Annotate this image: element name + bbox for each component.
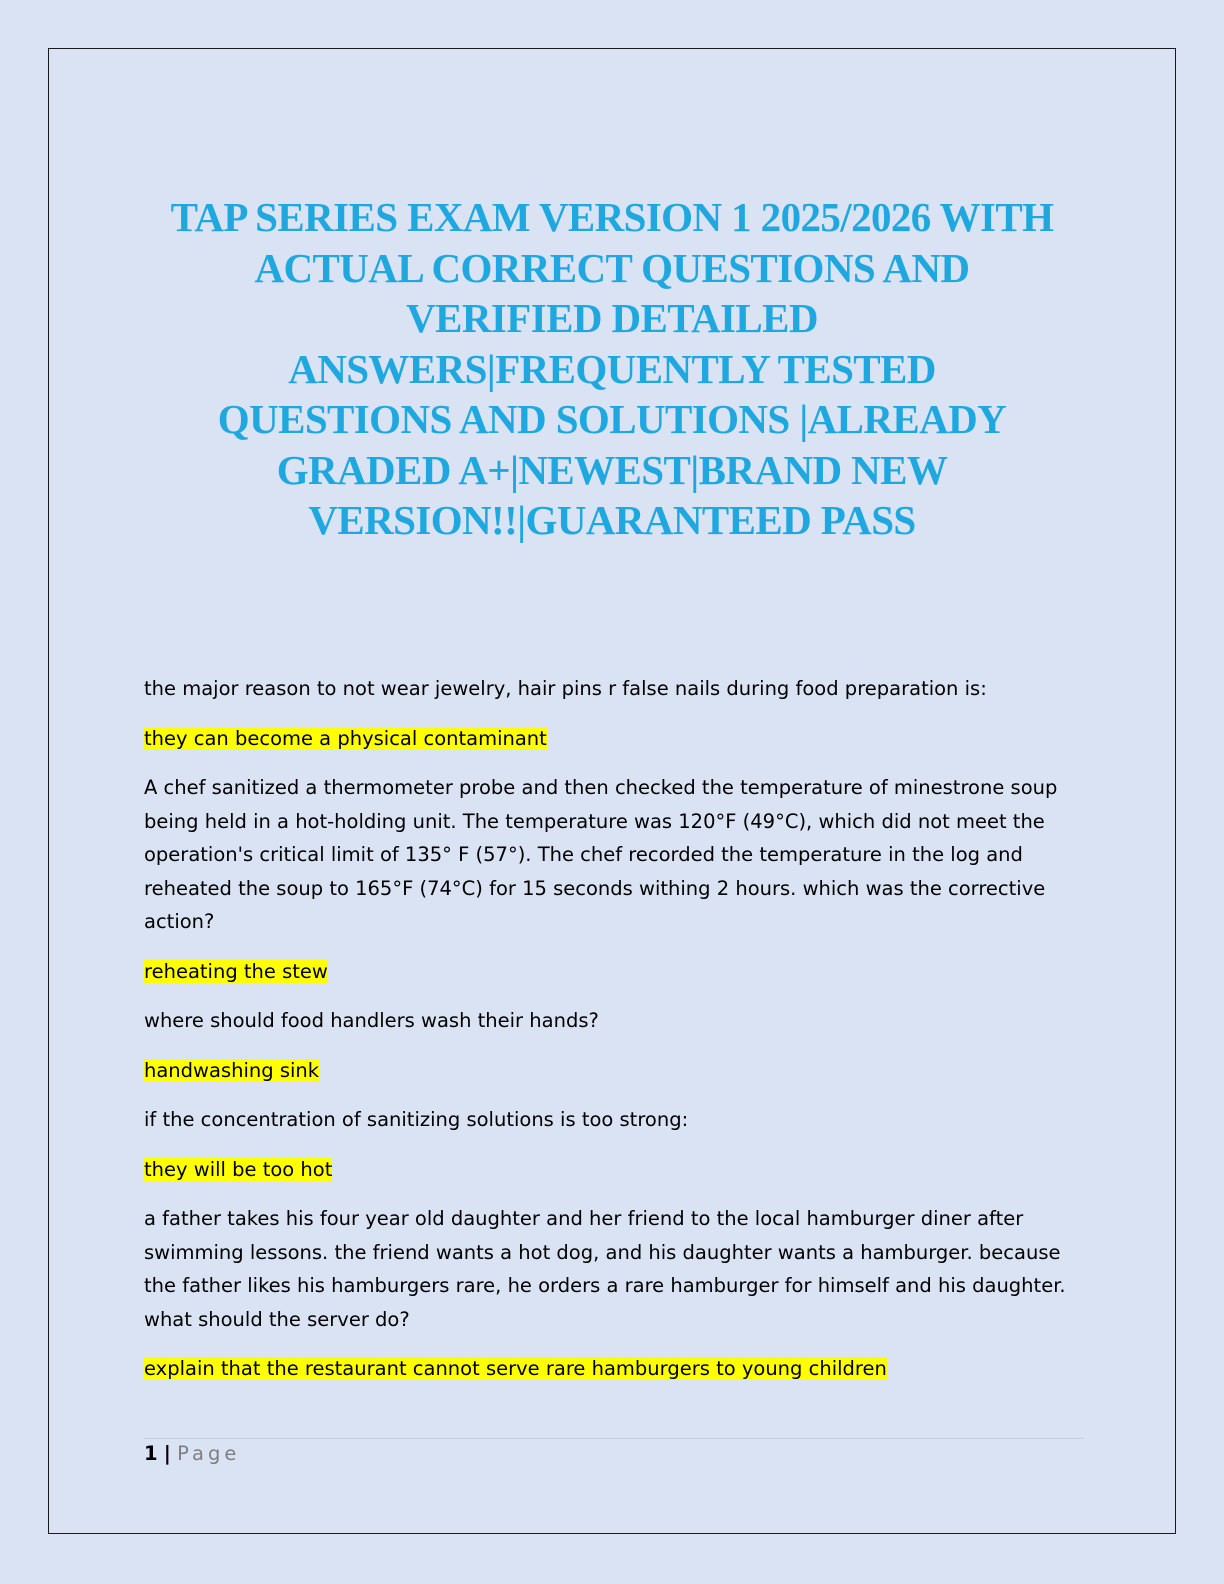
- answer: [144, 1054, 1084, 1088]
- title-line: TAP SERIES EXAM VERSION 1 2025/2026 WITH: [170, 194, 1054, 240]
- page-label: Page: [177, 1442, 241, 1465]
- answer-highlight: they will be too hot: [144, 1157, 333, 1181]
- page-number: 1: [144, 1442, 158, 1465]
- page-footer: [144, 1440, 240, 1468]
- question-text: A chef sanitized a thermometer probe and then checked the temperature of minestrone soup being held in a hot-holding unit. The temperature was 120°F (49°C), which did not meet the operation's critical limit of 135° F (57°). The chef recorded the temperature in the log and reheated the soup to 165°F (74°C) for 15 seconds withing 2 hours. which was the corrective action?: [144, 776, 1058, 933]
- answer-highlight: reheating the stew: [144, 959, 328, 983]
- answer-highlight: handwashing sink: [144, 1058, 320, 1082]
- qa-list: [144, 672, 1084, 1402]
- title-line: ACTUAL CORRECT QUESTIONS AND: [254, 244, 970, 291]
- question-text: where should food handlers wash their hands?: [144, 1009, 599, 1032]
- answer: [144, 955, 1084, 989]
- answer-highlight: explain that the restaurant cannot serve rare hamburgers to young children: [144, 1357, 887, 1380]
- answer: [144, 722, 1084, 756]
- title-line: VERIFIED DETAILED: [406, 295, 818, 341]
- question-text: if the concentration of sanitizing solutions is too strong:: [144, 1108, 689, 1131]
- footer-divider: [144, 1438, 1084, 1439]
- title-line: VERSION!!|GUARANTEED PASS: [308, 497, 916, 543]
- answer: [144, 1153, 1084, 1187]
- answer-highlight: they can become a physical contaminant: [144, 726, 547, 750]
- answer: [144, 1352, 1084, 1386]
- question-text: a father takes his four year old daughter and her friend to the local hamburger diner after swimming lessons. the friend wants a hot dog, and his daughter wants a hamburger. because the father likes his hamburgers rare, he orders a rare hamburger for himself and his daughter. what should the server do?: [144, 1207, 1066, 1331]
- question-text: the major reason to not wear jewelry, hair pins r false nails during food preparation is:: [144, 677, 987, 700]
- title-line: ANSWERS|FREQUENTLY TESTED: [288, 345, 936, 392]
- title-line: GRADED A+|NEWEST|BRAND NEW: [276, 446, 948, 493]
- document-title: [120, 192, 1104, 546]
- footer-separator: |: [163, 1442, 171, 1465]
- title-line: QUESTIONS AND SOLUTIONS |ALREADY: [217, 396, 1007, 442]
